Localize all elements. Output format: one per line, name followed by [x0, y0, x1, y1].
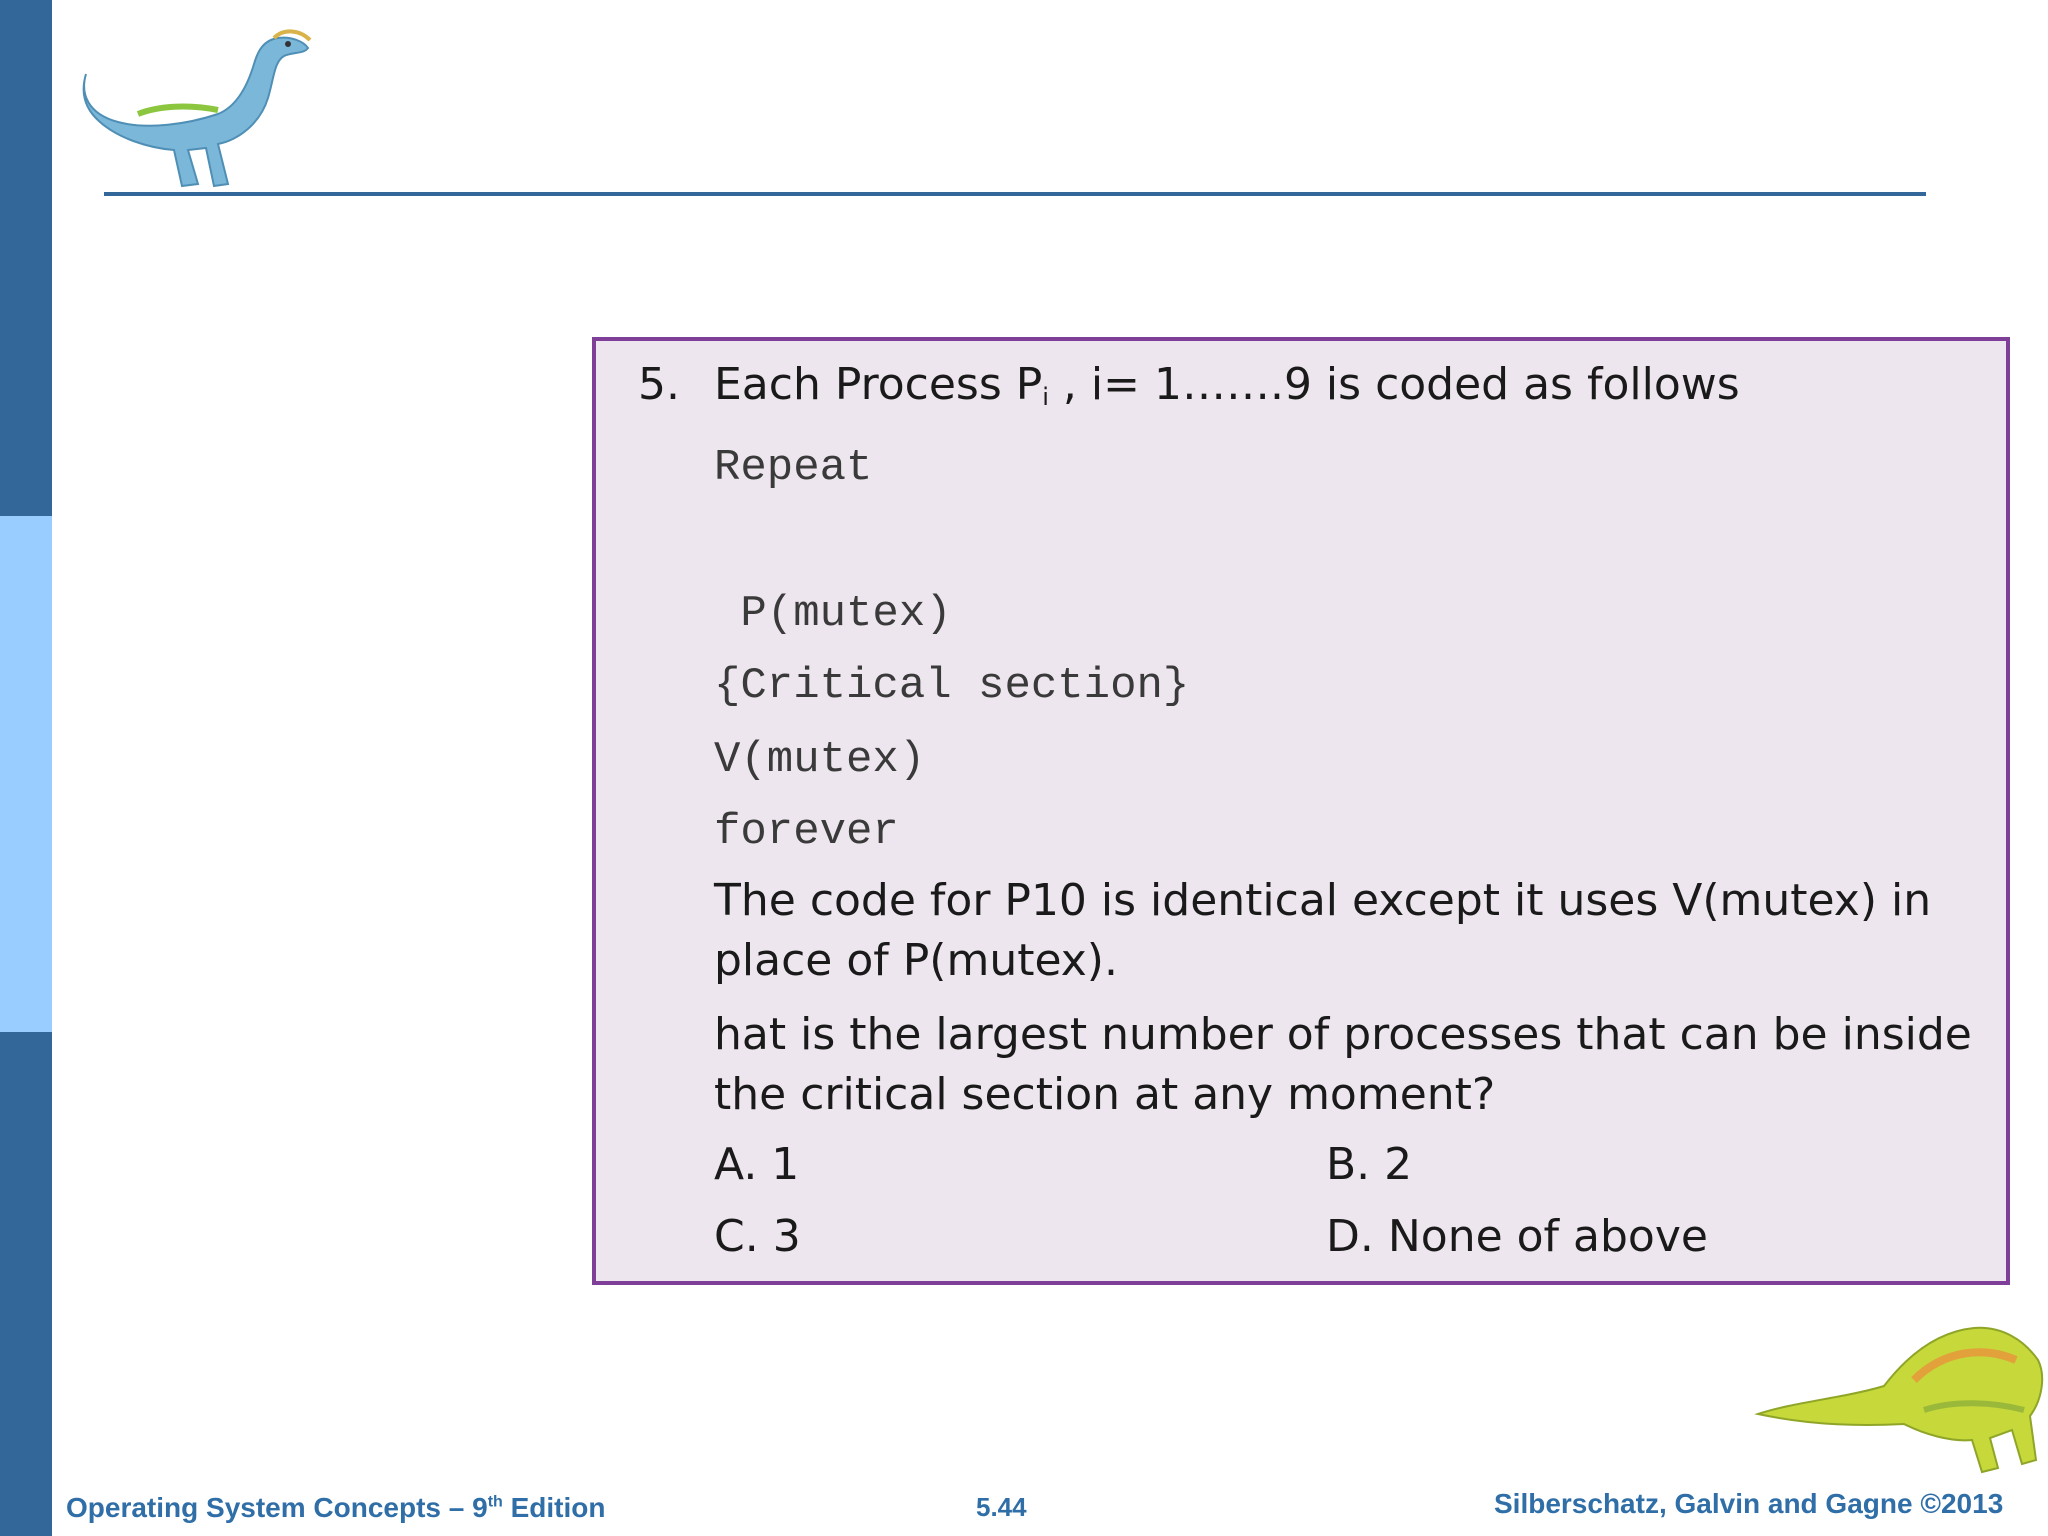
question-note: The code for P10 is identical except it uses V(mutex) in place of P(mutex).: [714, 875, 1932, 986]
question-prompt: hat is the largest number of processes that can be inside the critical section at any moment?: [714, 1009, 1972, 1120]
option-d: D. None of above: [1326, 1211, 1708, 1262]
book-title-prefix: Operating System Concepts – 9: [66, 1492, 488, 1523]
intro-subscript: i: [1042, 383, 1049, 411]
intro-suffix: , i= 1…….9 is coded as follows: [1048, 359, 1740, 410]
option-c: C. 3: [714, 1211, 801, 1262]
code-line-p-mutex: P(mutex): [714, 589, 952, 639]
intro-prefix: Each Process P: [714, 359, 1043, 410]
question-intro: [714, 359, 1740, 411]
question-box: [592, 337, 2010, 1285]
question-number: 5.: [638, 359, 680, 410]
code-line-forever: forever: [714, 807, 899, 857]
code-line-repeat: Repeat: [714, 443, 873, 493]
dinosaur-logo-bottom: [1754, 1290, 2048, 1490]
dinosaur-logo-top: [78, 14, 318, 190]
code-line-critical-section: {Critical section}: [714, 661, 1190, 711]
option-a: A. 1: [714, 1139, 800, 1190]
sidebar-band-bottom: [0, 1032, 52, 1536]
sidebar-band-top: [0, 0, 52, 516]
header-rule: [104, 192, 1926, 196]
sidebar-band-middle: [0, 516, 52, 1032]
slide-number: 5.44: [976, 1492, 1027, 1522]
book-title-superscript: th: [487, 1493, 503, 1511]
book-title-suffix: Edition: [502, 1492, 606, 1523]
code-line-v-mutex: V(mutex): [714, 735, 926, 785]
footer-copyright: Silberschatz, Galvin and Gagne ©2013: [1494, 1488, 2004, 1519]
footer-book-title: [66, 1492, 605, 1524]
option-b: B. 2: [1326, 1139, 1413, 1190]
